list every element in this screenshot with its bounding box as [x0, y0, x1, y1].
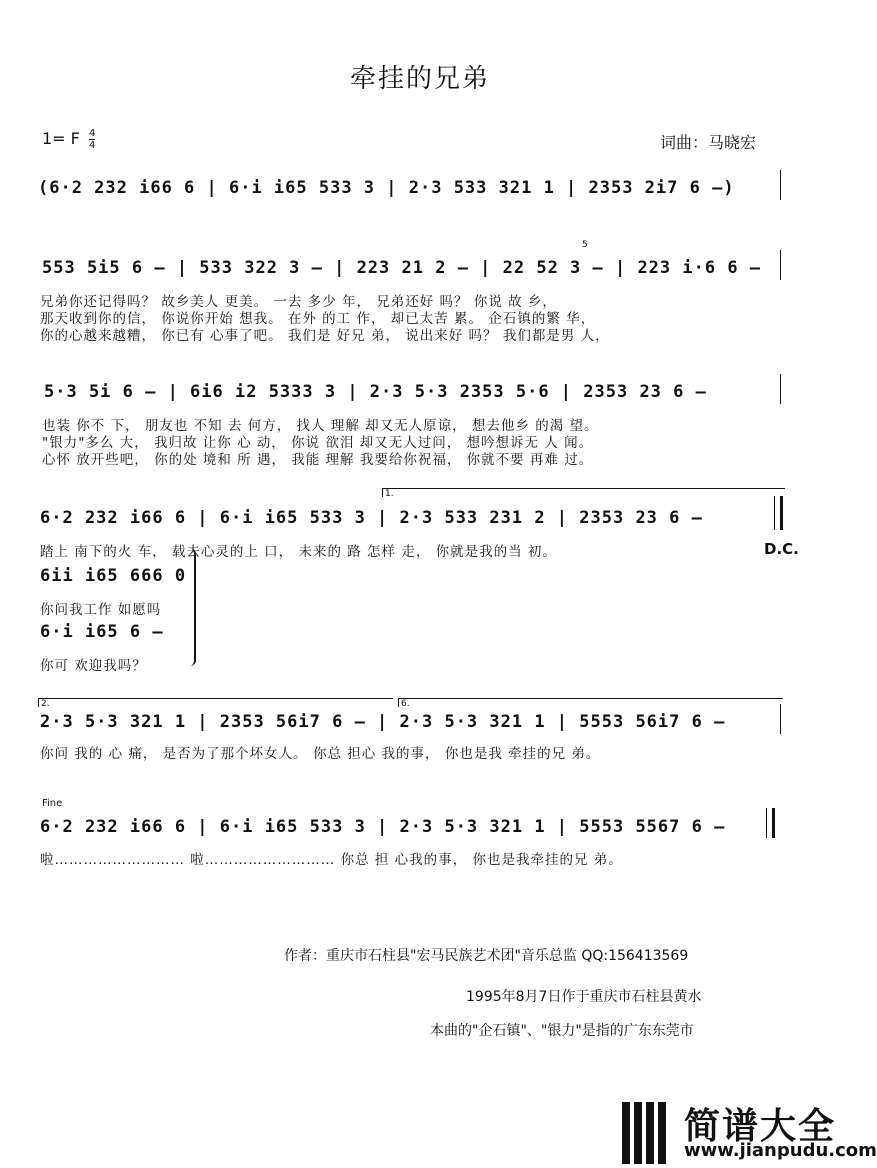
volta-1: 1.	[382, 488, 785, 497]
barline-end	[780, 704, 781, 734]
lyric-line: "银力"多么 大， 我归故 让你 心 动， 你说 欲泪 却又无人过问， 想吟想诉无 人 闻。	[42, 435, 594, 451]
dc-mark: D.C.	[764, 540, 799, 558]
verse-notes-2: 5·3 5i 6 — | 6i6 i2 5333 3 | 2·3 5·3 2353 5·6 | 2353 23 6 —	[44, 382, 707, 402]
key-signature	[42, 128, 95, 151]
piano-logo-icon	[622, 1102, 676, 1164]
lyric-line: 你问 我的 心 痛， 是否为了那个坏女人。 你总 担心 我的事， 你也是我 牵挂的兄 弟。	[40, 746, 601, 762]
barline-end	[780, 250, 781, 280]
time-top: 4	[88, 128, 96, 139]
fine-label: Fine	[42, 798, 63, 809]
lyric-line: 兄弟你还记得吗？ 故乡美人 更美。 一去 多少 年， 兄弟还好 吗？ 你说 故 乡，	[40, 294, 557, 310]
barline-end	[780, 374, 781, 404]
lyric-line: 也装 你不 下， 朋友也 不知 去 何方， 找人 理解 却又无人原谅， 想去他乡 的渴 望。	[42, 418, 599, 434]
octave-mark: 5	[582, 240, 588, 250]
author-line: 作者：重庆市石柱县"宏马民族艺术团"音乐总监 QQ:156413569	[284, 948, 689, 964]
lyric-line: 心怀 放开些吧， 你的处 境和 所 遇， 我能 理解 我要给你祝福， 你就不要 再难 过。	[42, 452, 594, 468]
lyric-line: 啦……………………… 啦……………………… 你总 担 心我的事， 你也是我牵挂的兄 弟。	[40, 852, 623, 868]
verse-notes-1: 553 5i5 6 — | 533 322 3 — | 223 21 2 — | 22 52 3 — | 223 i·6 6 —	[42, 258, 762, 278]
chorus-notes: 6·2 232 i66 6 | 6·i i65 533 3 | 2·3 533 231 2 | 2353 23 6 —	[40, 508, 703, 528]
intro-notes: (6·2 232 i66 6 | 6·i i65 533 3 | 2·3 533 321 1 | 2353 2i7 6 —)	[38, 178, 735, 198]
alt-lyric-1: 你问我工作 如愿吗	[40, 602, 162, 618]
repeat-barline	[774, 496, 783, 530]
volta-3: 6.	[398, 698, 783, 707]
lyric-line: 你的心越来越糟， 你已有 心事了吧。 我们是 好兄 弟， 说出来好 吗？ 我们都是男 人，	[40, 328, 610, 344]
watermark-url: www.jianpudu.com	[684, 1140, 877, 1161]
key-label: 1= F	[42, 129, 80, 148]
fine-notes: 6·2 232 i66 6 | 6·i i65 533 3 | 2·3 5·3 321 1 | 5553 5567 6 —	[40, 817, 726, 837]
date-line: 1995年8月7日作于重庆市石柱县黄水	[466, 989, 702, 1005]
time-signature	[89, 128, 95, 151]
ending-notes: 2·3 5·3 321 1 | 2353 56i7 6 — | 2·3 5·3 321 1 | 5553 56i7 6 —	[40, 712, 726, 732]
alt-lyric-2: 你可 欢迎我吗？	[40, 658, 147, 674]
alt-notes-1: 6ii i65 666 0	[40, 566, 187, 586]
alternate-brace	[186, 548, 196, 666]
alt-notes-2: 6·i i65 6 —	[40, 622, 164, 642]
note-line: 本曲的"企石镇"、"银力"是指的广东东莞市	[430, 1023, 694, 1039]
lyric-line: 踏上 南下的火 车， 载去心灵的上 口， 未来的 路 怎样 走， 你就是我的当 初。	[40, 544, 557, 560]
lyric-line: 那天收到你的信， 你说你开始 想我。 在外 的工 作， 却已太苦 累。 企石镇的繁 华，	[40, 311, 596, 327]
time-bottom: 4	[88, 140, 96, 151]
volta-2: 2.	[38, 698, 393, 707]
composer-credit: 词曲：马晓宏	[660, 133, 757, 152]
barline-end	[780, 170, 781, 200]
page-title: 牵挂的兄弟	[349, 64, 490, 94]
final-barline	[766, 808, 775, 838]
watermark-name: 简谱大全	[684, 1106, 837, 1147]
